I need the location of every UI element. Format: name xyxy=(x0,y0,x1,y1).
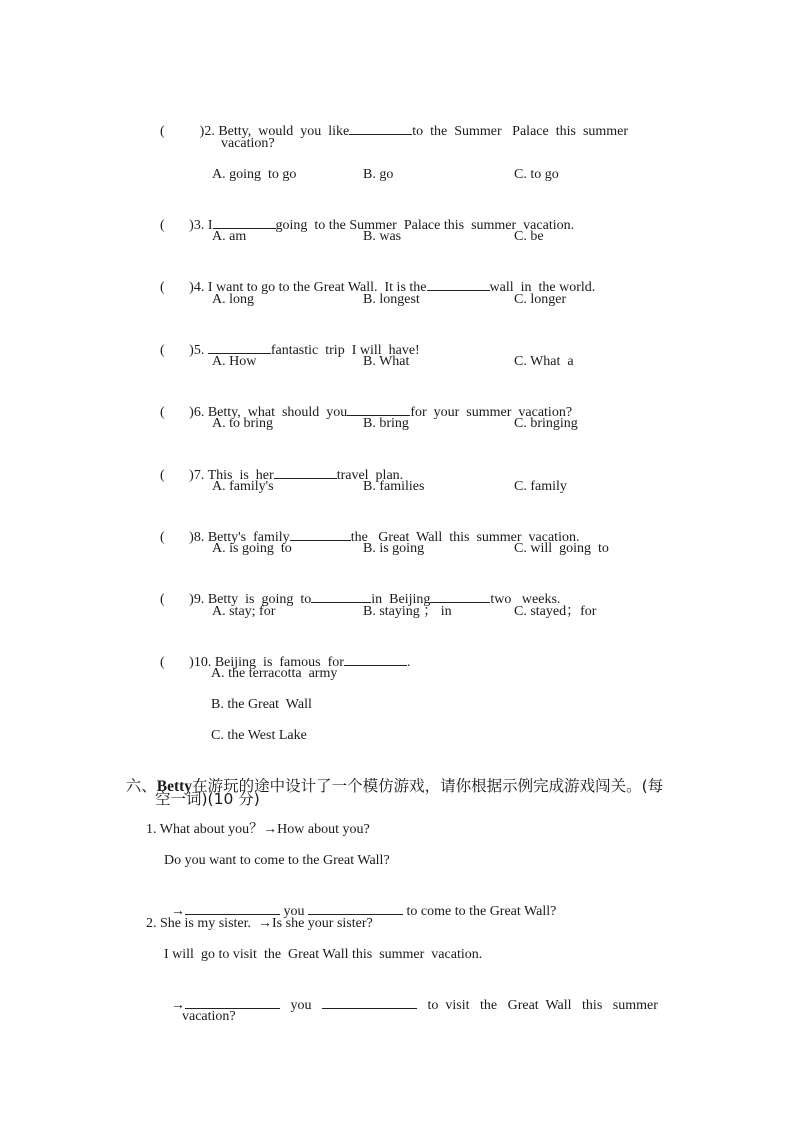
fill-blank[interactable] xyxy=(185,995,280,1009)
fill-blank[interactable] xyxy=(185,901,280,915)
fill-blank[interactable] xyxy=(208,340,271,354)
question-2-continuation: vacation? xyxy=(221,136,275,151)
question-stem-rest: to the Summer Palace this summer xyxy=(412,124,629,139)
answer-paren[interactable]: ( ) xyxy=(160,592,194,607)
section-number: 六、 xyxy=(125,777,157,795)
sentence-end: to come to the Great Wall? xyxy=(406,904,557,919)
question-stem-rest: the Great Wall this summer vacation. xyxy=(350,530,580,545)
option-b[interactable]: B. What xyxy=(363,354,410,369)
option-b[interactable]: B. is going xyxy=(363,541,425,556)
question-number: 5. xyxy=(193,343,205,358)
question-number: 10. xyxy=(193,655,212,670)
answer-line-2 xyxy=(164,977,658,1015)
option-b[interactable]: B. the Great Wall xyxy=(211,697,312,712)
question-stem: I xyxy=(207,218,213,233)
answer-paren[interactable]: ( ) xyxy=(160,468,194,483)
example-2: 2. She is my sister. →Is she your sister? xyxy=(146,916,373,931)
option-a[interactable]: A. the terracotta army xyxy=(211,666,338,681)
question-stem: Betty is going to xyxy=(207,592,312,607)
question-number: 6. xyxy=(193,405,205,420)
given-sentence-2: I will go to visit the Great Wall this summer vacation. xyxy=(164,947,483,962)
given-sentence-1: Do you want to come to the Great Wall? xyxy=(164,853,390,868)
option-a[interactable]: A. is going to xyxy=(212,541,292,556)
question-number: 9. xyxy=(193,592,205,607)
word-you: you xyxy=(290,998,312,1013)
option-b[interactable]: B. bring xyxy=(363,416,409,431)
answer-paren[interactable]: ( ) xyxy=(160,405,194,420)
arrow: → xyxy=(171,998,185,1013)
question-stem: Betty, would you like xyxy=(218,124,350,139)
sentence-end: to visit the Great Wall this summer xyxy=(427,998,658,1013)
option-a[interactable]: A. going to go xyxy=(212,167,297,182)
question-stem: This is her xyxy=(207,468,274,483)
answer-paren[interactable]: ( ) xyxy=(160,280,194,295)
option-c[interactable]: C. family xyxy=(514,479,567,494)
option-a[interactable]: A. family's xyxy=(212,479,274,494)
option-c[interactable]: C. longer xyxy=(514,292,567,307)
section-6-points: 空一词)(10 分) xyxy=(155,790,260,808)
fill-blank[interactable] xyxy=(213,215,276,229)
question-stem-rest: going to the Summer Palace this summer vacation. xyxy=(275,218,575,233)
section-name-bold: Betty xyxy=(156,778,193,795)
fill-blank[interactable] xyxy=(430,589,490,603)
question-number: 2. xyxy=(204,124,215,139)
fill-blank[interactable] xyxy=(274,465,337,479)
question-stem: Betty's family xyxy=(207,530,290,545)
question-number: 4. xyxy=(193,280,205,295)
option-c[interactable]: C. will going to xyxy=(514,541,609,556)
option-b[interactable]: B. was xyxy=(363,229,402,244)
question-stem-rest: . xyxy=(406,655,411,670)
question-stem-mid: in Beijing xyxy=(371,592,431,607)
answer-paren[interactable]: ( ) xyxy=(160,343,194,358)
option-b[interactable]: B. longest xyxy=(363,292,420,307)
question-stem-rest: for your summer vacation? xyxy=(410,405,573,420)
option-a[interactable]: A. How xyxy=(212,354,257,369)
question-stem-rest: two weeks. xyxy=(490,592,561,607)
option-a[interactable]: A. long xyxy=(212,292,254,307)
fill-blank[interactable] xyxy=(311,589,371,603)
option-c[interactable]: C. to go xyxy=(514,167,559,182)
fill-blank[interactable] xyxy=(308,901,403,915)
option-b[interactable]: B. staying ； in xyxy=(363,604,452,619)
option-c[interactable]: C. the West Lake xyxy=(211,728,307,743)
question-stem: I want to go to the Great Wall. It is the xyxy=(207,280,427,295)
answer-paren[interactable]: ( ) xyxy=(160,124,205,139)
question-stem: Betty, what should you xyxy=(207,405,348,420)
arrow: → xyxy=(171,904,185,919)
question-number: 3. xyxy=(193,218,205,233)
question-number: 8. xyxy=(193,530,205,545)
option-c[interactable]: C. bringing xyxy=(514,416,578,431)
question-stem-rest: travel plan. xyxy=(336,468,404,483)
option-c[interactable]: C. be xyxy=(514,229,544,244)
answer-paren[interactable]: ( ) xyxy=(160,218,194,233)
fill-blank[interactable] xyxy=(322,995,417,1009)
fill-blank[interactable] xyxy=(347,402,410,416)
option-b[interactable]: B. go xyxy=(363,167,394,182)
answer-paren[interactable]: ( ) xyxy=(160,655,194,670)
example-1: 1. What about you？→How about you? xyxy=(146,822,370,837)
option-a[interactable]: A. stay; for xyxy=(212,604,276,619)
option-b[interactable]: B. families xyxy=(363,479,425,494)
option-c[interactable]: C. What a xyxy=(514,354,574,369)
answer-paren[interactable]: ( ) xyxy=(160,530,194,545)
fill-blank[interactable] xyxy=(427,277,490,291)
question-stem: Beijing is famous for xyxy=(214,655,344,670)
option-a[interactable]: A. to bring xyxy=(212,416,274,431)
question-stem-rest: fantastic trip I will have! xyxy=(270,343,420,358)
fill-blank[interactable] xyxy=(344,652,407,666)
option-c[interactable]: C. stayed；for xyxy=(514,604,597,619)
question-stem-rest: wall in the world. xyxy=(489,280,596,295)
section-instruction: 在游玩的途中设计了一个模仿游戏，请你根据示例完成游戏闯关。(每 xyxy=(192,777,664,795)
option-a[interactable]: A. am xyxy=(212,229,247,244)
fill-blank[interactable] xyxy=(349,121,412,135)
question-number: 7. xyxy=(193,468,205,483)
fill-blank[interactable] xyxy=(290,527,351,541)
word-you: you xyxy=(283,904,305,919)
answer-line-2-continuation: vacation? xyxy=(182,1009,236,1024)
